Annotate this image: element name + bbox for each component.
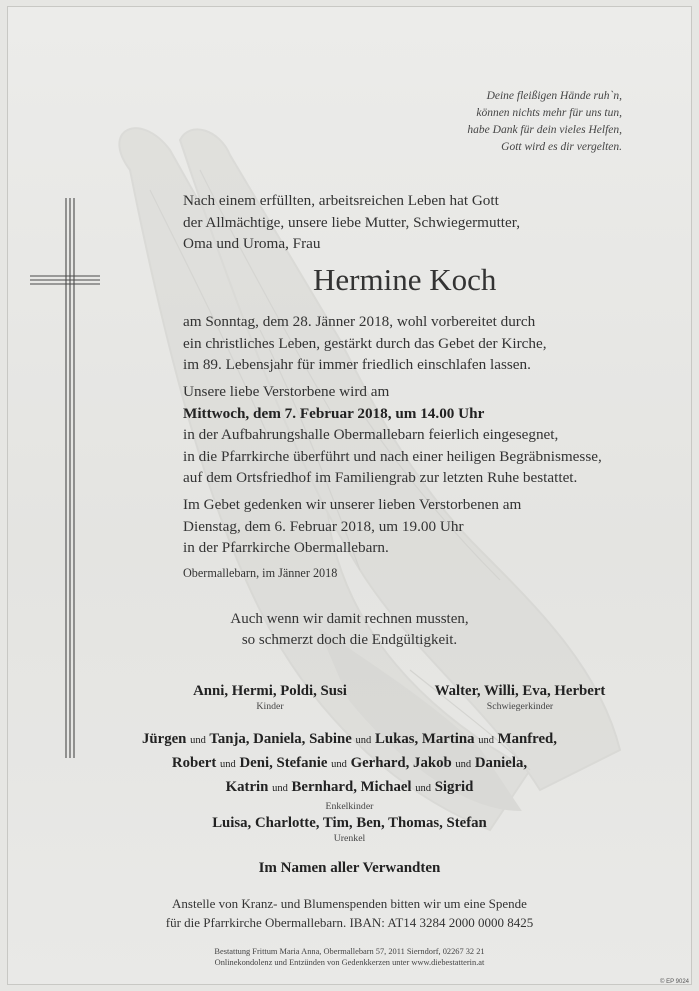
- und-text: und: [478, 735, 494, 746]
- death-line: im 89. Lebensjahr für immer friedlich einschlafen lassen.: [183, 356, 531, 373]
- und-text: und: [455, 759, 472, 770]
- quote-line: Gott wird es dir vergelten.: [501, 141, 622, 153]
- deceased-name: Hermine Koch: [313, 262, 497, 297]
- grandchildren-label: Enkelkinder: [325, 801, 374, 812]
- grandchild-names: Tanja, Daniela, Sabine: [209, 731, 352, 747]
- und-text: und: [220, 759, 236, 770]
- closing-line: Auch wenn wir damit rechnen mussten,: [230, 611, 469, 627]
- funeral-line: auf dem Ortsfriedhof im Familiengrab zur letzten Ruhe bestattet.: [183, 469, 578, 486]
- closing-verse: [0, 609, 699, 651]
- grandchild-names: Robert: [171, 755, 217, 771]
- und-text: und: [415, 783, 431, 794]
- cross-icon: [30, 198, 100, 758]
- funeral-line: in der Aufbahrungshalle Obermallebarn feierlich eingesegnet,: [183, 426, 559, 443]
- donation-note: [0, 894, 699, 932]
- place-date: Obermallebarn, im Jänner 2018: [183, 566, 338, 580]
- great-grandchildren-label: Urenkel: [333, 833, 366, 844]
- prayer-line: Dienstag, dem 6. Februar 2018, um 19.00 Uhr: [183, 517, 464, 535]
- quote-line: Deine fleißigen Hände ruh`n,: [486, 90, 622, 102]
- und-text: und: [331, 759, 347, 770]
- closing-line: so schmerzt doch die Endgültigkeit.: [241, 632, 458, 648]
- footer-line: Onlinekondolenz und Entzünden von Gedenkkerzen unter www.diebestatterin.at: [214, 958, 485, 967]
- death-line: ein christliches Leben, gestärkt durch das Gebet der Kirche,: [183, 334, 547, 352]
- grandchildren-group: [0, 728, 699, 812]
- great-grandchildren-group: [0, 815, 699, 844]
- children-label: Kinder: [256, 701, 284, 712]
- quote-line: habe Dank für dein vieles Helfen,: [467, 124, 622, 136]
- great-grandchildren-names: Luisa, Charlotte, Tim, Ben, Thomas, Stefan: [212, 815, 487, 831]
- funeral-line: in die Pfarrkirche überführt und nach einer heiligen Begräbnismesse,: [183, 447, 602, 465]
- intro-line: Oma und Uroma, Frau: [183, 235, 321, 252]
- in-laws-label: Schwiegerkinder: [486, 701, 554, 712]
- und-text: und: [355, 735, 372, 746]
- prayer-line: in der Pfarrkirche Obermallebarn.: [183, 539, 389, 556]
- children-group: [190, 683, 350, 712]
- grandchild-names: Daniela,: [474, 755, 528, 771]
- und-text: und: [272, 783, 288, 794]
- quote-line: können nichts mehr für uns tun,: [476, 107, 622, 119]
- grandchildren-line: [0, 728, 699, 752]
- funeral-home-footer: [0, 946, 699, 968]
- prayer-line: Im Gebet gedenken wir unserer lieben Verstorbenen am: [183, 496, 522, 513]
- grandchild-names: Manfred,: [497, 731, 557, 747]
- intro-line: Nach einem erfüllten, arbeitsreichen Leben hat Gott: [183, 192, 499, 209]
- donation-line: für die Pfarrkirche Obermallebarn. IBAN: AT14 3284 2000 0000 8425: [165, 915, 534, 930]
- footer-line: Bestattung Frittum Maria Anna, Obermallebarn 57, 2011 Sierndorf, 02267 32 21: [214, 947, 485, 956]
- grandchild-names: Jürgen: [142, 731, 187, 747]
- grandchildren-line: [0, 776, 699, 800]
- intro-paragraph: [183, 190, 520, 255]
- in-laws-group: [420, 683, 620, 712]
- donation-line: Anstelle von Kranz- und Blumenspenden bitten wir um eine Spende: [172, 896, 527, 911]
- prayer-paragraph: [183, 494, 521, 559]
- funeral-paragraph: [183, 381, 602, 489]
- funeral-intro: Unsere liebe Verstorbene wird am: [183, 383, 390, 400]
- grandchild-names: Katrin: [225, 779, 269, 795]
- death-paragraph: [183, 311, 547, 376]
- grandchild-names: Sigrid: [434, 779, 474, 795]
- grandchild-names: Bernhard, Michael: [291, 779, 412, 795]
- children-names: Anni, Hermi, Poldi, Susi: [193, 683, 347, 699]
- poem-quote: [467, 88, 622, 156]
- family-signature: Im Namen aller Verwandten: [258, 860, 441, 876]
- death-line: am Sonntag, dem 28. Jänner 2018, wohl vorbereitet durch: [183, 313, 536, 330]
- grandchild-names: Deni, Stefanie: [239, 755, 328, 771]
- funeral-date: Mittwoch, dem 7. Februar 2018, um 14.00 Uhr: [183, 404, 485, 422]
- intro-line: der Allmächtige, unsere liebe Mutter, Schwiegermutter,: [183, 213, 521, 231]
- in-laws-names: Walter, Willi, Eva, Herbert: [434, 683, 606, 699]
- und-text: und: [190, 735, 206, 746]
- grandchild-names: Gerhard, Jakob: [350, 755, 452, 771]
- print-code: © EP 9024: [660, 979, 689, 985]
- grandchild-names: Lukas, Martina: [375, 731, 475, 747]
- grandchildren-line: [0, 752, 699, 776]
